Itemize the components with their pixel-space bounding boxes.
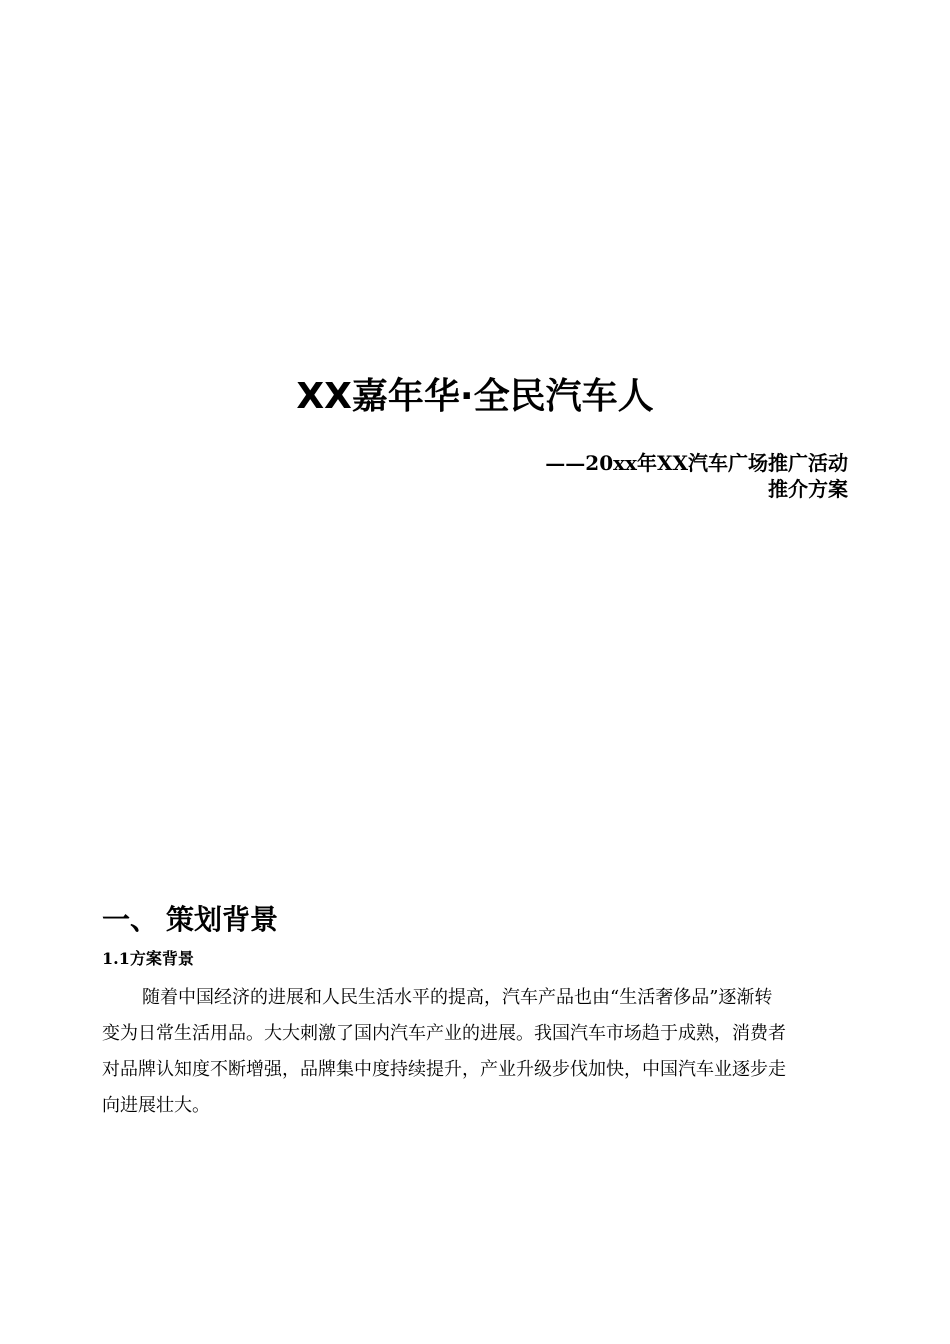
paragraph-line: 随着中国经济的进展和人民生活水平的提高，汽车产品也由“生活奢侈品”逐渐转 <box>142 987 773 1008</box>
paragraph-line: 对品牌认知度不断增强，品牌集中度持续提升，产业升级步伐加快，中国汽车业逐步走 <box>102 1059 786 1080</box>
section-heading <box>102 900 278 940</box>
section-number: 一、 <box>102 903 159 936</box>
subsection-heading: 1.1方案背景 <box>102 949 194 968</box>
paragraph-line: 向进展壮大。 <box>102 1095 210 1116</box>
document-subtitle <box>545 450 848 502</box>
section-title: 策划背景 <box>166 903 279 936</box>
subtitle-line-1: ——20xx年XX汽车广场推广活动 <box>545 451 848 475</box>
document-title: XX嘉年华·全民汽车人 <box>296 376 654 417</box>
subtitle-line-2: 推介方案 <box>768 477 848 501</box>
body-paragraph <box>102 980 832 1124</box>
paragraph-line: 变为日常生活用品。大大刺激了国内汽车产业的进展。我国汽车市场趋于成熟，消费者 <box>102 1023 786 1044</box>
